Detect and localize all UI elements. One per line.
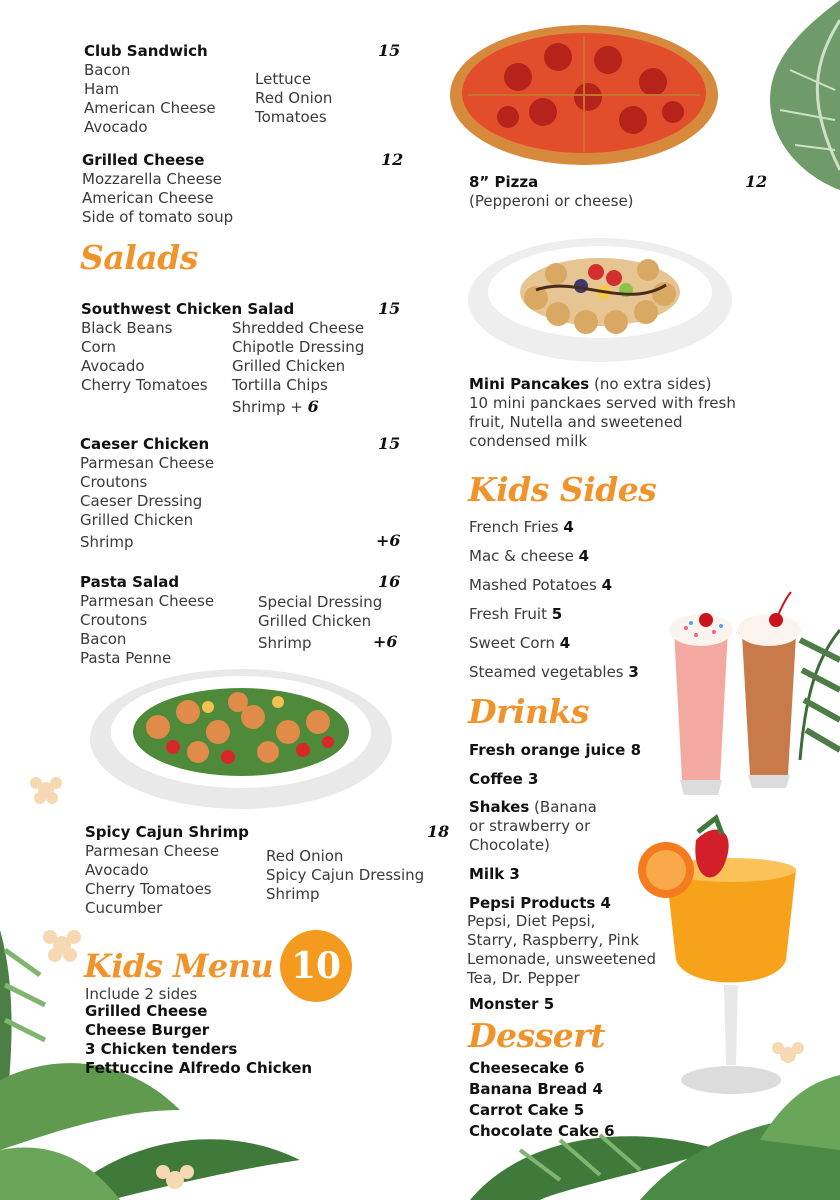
side-price: 5 [551,605,563,623]
drink-orange-juice: Fresh orange juice 8 [469,741,642,759]
side-item [469,576,639,605]
ingredient: Croutons [80,473,148,491]
pepsi-line: Tea, Dr. Pepper [467,969,580,987]
drink-pepsi-title: Pepsi Products 4 [469,894,611,912]
drinks-heading: Drinks [468,692,589,731]
side-item [469,518,639,547]
southwest-salad-title: Southwest Chicken Salad [81,300,295,318]
ingredient: Red Onion [255,89,333,107]
ingredient: Avocado [81,357,145,375]
pepsi-line: Lemonade, unsweetened [467,950,657,968]
side-price: 4 [563,518,574,536]
cajun-salad-image [88,662,394,812]
ingredient: Shredded Cheese [232,319,365,337]
orange-juice-image [636,810,824,1110]
drink-coffee: Coffee 3 [469,770,539,788]
kids-menu-item: Grilled Cheese [85,1002,208,1020]
dessert-item: Chocolate Cake 6 [469,1122,615,1140]
pasta-salad-shrimp-price: +6 [373,632,398,651]
pizza-price: 12 [745,172,768,191]
pizza-title: 8” Pizza [469,173,539,191]
ingredient: Avocado [84,118,148,136]
grilled-cheese-ingredients [82,170,233,227]
pasta-salad-price: 16 [378,572,401,591]
southwest-shrimp-addon [232,397,319,417]
kids-menu-item: 3 Chicken tenders [85,1040,238,1058]
description-line: 10 mini panckaes served with fresh [469,394,736,412]
pasta-salad-title: Pasta Salad [80,573,180,591]
ingredient: Cherry Tomatoes [85,880,212,898]
side-name: Fresh Fruit [469,605,552,623]
southwest-salad-price: 15 [378,299,401,318]
club-sandwich-title: Club Sandwich [84,42,208,60]
milkshakes-image [666,590,806,800]
cajun-ingredients-1 [85,842,219,918]
grilled-cheese-title: Grilled Cheese [82,151,205,169]
kids-sides-heading: Kids Sides [468,470,657,509]
side-item [469,663,639,692]
kids-menu-price-badge: 10 [280,930,352,1002]
ingredient: Pasta Penne [80,649,172,667]
ingredient: Cherry Tomatoes [81,376,208,394]
grilled-cheese-price: 12 [381,150,404,169]
caeser-shrimp-price: +6 [376,531,401,550]
club-sandwich-ingredients-1 [84,61,216,137]
monstera-leaf-top-right [770,0,840,190]
ingredient: Grilled Chicken [258,612,372,630]
dessert-item: Banana Bread 4 [469,1080,603,1098]
ingredient: Parmesan Cheese [80,592,215,610]
description-line: condensed milk [469,432,588,450]
pasta-salad-shrimp-label: Shrimp [258,634,312,652]
palm-leaf-right [800,630,840,760]
kids-sides-list [469,518,639,692]
ingredient: Ham [84,80,120,98]
pancakes-description [469,394,736,451]
ingredient: Spicy Cajun Dressing [266,866,425,884]
ingredient: Parmesan Cheese [85,842,220,860]
ingredient: Parmesan Cheese [80,454,215,472]
kids-menu-heading: Kids Menu [84,947,274,985]
ingredient: Chipotle Dressing [232,338,365,356]
description-line: fruit, Nutella and sweetened [469,413,683,431]
pepsi-line: Pepsi, Diet Pepsi, [467,912,596,930]
ingredient: Bacon [80,630,127,648]
kids-menu-items [85,1002,312,1078]
ingredient: Special Dressing [258,593,383,611]
ingredient: Tomatoes [255,108,327,126]
shakes-desc: Chocolate) [469,836,550,854]
cajun-shrimp-title: Spicy Cajun Shrimp [85,823,249,841]
shakes-desc: (Banana [529,798,597,816]
pepsi-line: Starry, Raspberry, Pink [467,931,640,949]
ingredient: Lettuce [255,70,312,88]
side-item [469,547,639,576]
side-price: 4 [601,576,613,594]
kids-menu-item: Cheese Burger [85,1021,210,1039]
southwest-ingredients-1 [81,319,208,395]
side-item [469,634,639,663]
drink-milk: Milk 3 [469,865,520,883]
caeser-price: 15 [378,434,401,453]
side-item [469,605,639,634]
kids-menu-note: Include 2 sides [85,985,198,1003]
drink-shakes [469,798,597,855]
kids-menu-item: Fettuccine Alfredo Chicken [85,1059,313,1077]
ingredient: Caeser Dressing [80,492,203,510]
ingredient: Avocado [85,861,149,879]
club-sandwich-price: 15 [378,41,401,60]
caeser-ingredients [80,454,214,530]
ingredient: Side of tomato soup [82,208,234,226]
cajun-shrimp-price: 18 [427,822,450,841]
dessert-list [469,1058,615,1142]
ingredient: Corn [81,338,117,356]
pancakes-title: Mini Pancakes [469,375,590,393]
drink-monster: Monster 5 [469,995,555,1013]
side-price: 3 [628,663,639,681]
pancakes-heading-line [469,375,712,394]
dessert-heading: Dessert [468,1016,605,1055]
side-price: 4 [578,547,590,565]
pancakes-image [466,230,734,365]
ingredient: Black Beans [81,319,173,337]
ingredient: Tortilla Chips [232,376,328,394]
side-name: Mac & cheese [469,547,579,565]
pizza-image [448,22,720,168]
side-name: Steamed vegetables [469,663,629,681]
caeser-title: Caeser Chicken [80,435,210,453]
caeser-shrimp-label: Shrimp [80,533,134,551]
dessert-item: Carrot Cake 5 [469,1101,585,1119]
side-price: 4 [559,634,571,652]
side-name: Mashed Potatoes [469,576,602,594]
ingredient: Grilled Chicken [80,511,194,529]
ingredient: Bacon [84,61,131,79]
ingredient: Grilled Chicken [232,357,346,375]
shakes-title: Shakes [469,798,530,816]
ingredient: American Cheese [82,189,214,207]
side-name: French Fries [469,518,564,536]
addon-label: Shrimp + [232,398,303,416]
drink-pepsi-list [467,912,656,988]
pancakes-note: (no extra sides) [589,375,712,393]
pasta-salad-ingredients-1 [80,592,214,668]
ingredient: Mozzarella Cheese [82,170,222,188]
cajun-ingredients-2 [266,847,424,904]
pasta-salad-ingredients-2 [258,593,382,631]
dessert-item: Cheesecake 6 [469,1059,585,1077]
pizza-description: (Pepperoni or cheese) [469,192,634,210]
shakes-desc: or strawberry or [469,817,591,835]
ingredient: American Cheese [84,99,216,117]
addon-price: 6 [307,397,319,416]
ingredient: Shrimp [266,885,320,903]
salads-heading: Salads [80,238,198,277]
ingredient: Croutons [80,611,148,629]
ingredient: Red Onion [266,847,344,865]
club-sandwich-ingredients-2 [255,70,332,127]
side-name: Sweet Corn [469,634,560,652]
ingredient: Cucumber [85,899,163,917]
southwest-ingredients-2 [232,319,364,395]
